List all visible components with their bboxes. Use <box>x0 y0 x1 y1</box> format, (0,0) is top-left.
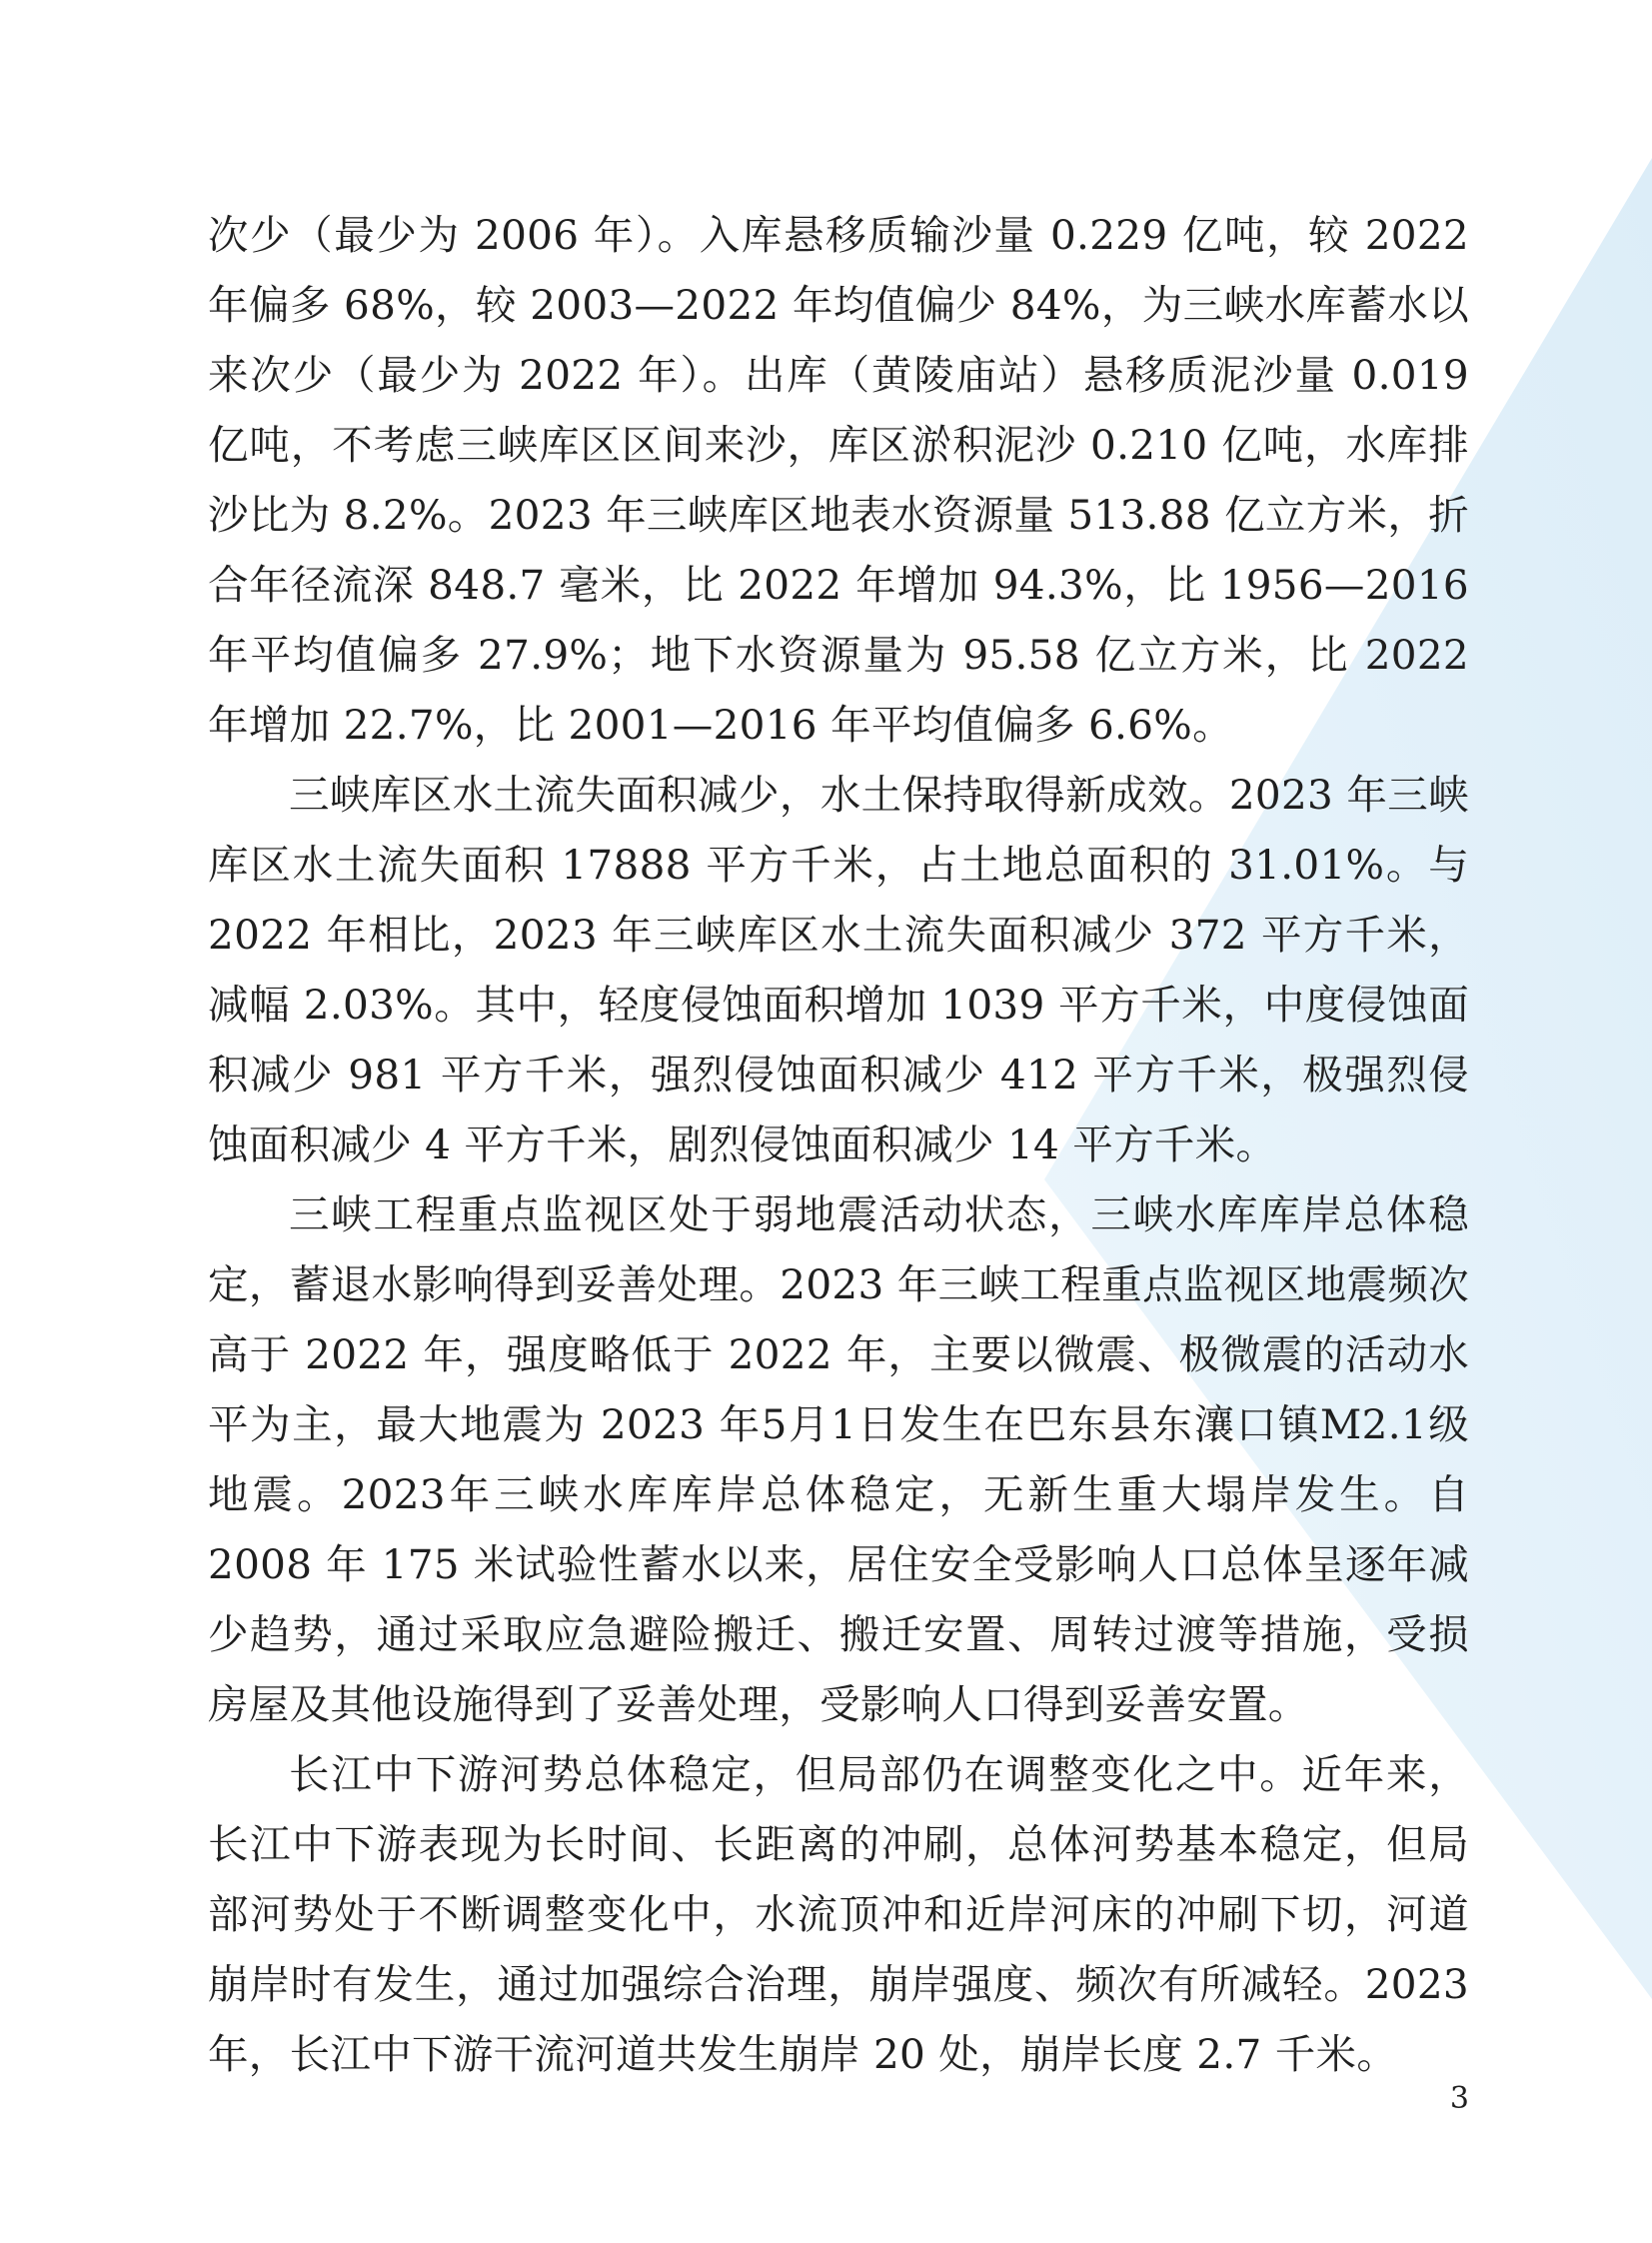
paragraph-soil-erosion: 三峡库区水土流失面积减少，水土保持取得新成效。2023 年三峡库区水土流失面积 17888 平方千米，占土地总面积的 31.01%。与 2022 年相比，2023 年三峡库区水土流失面积减少 372 平方千米，减幅 2.03%。其中，轻度侵蚀面积增加 1039 平方千米，中度侵蚀面积减少 981 平方千米，强烈侵蚀面积减少 412 平方千米，极强烈侵蚀面积减少 4 平方千米，剧烈侵蚀面积减少 14 平方千米。 <box>208 771 1469 1168</box>
paragraph-seismic: 三峡工程重点监视区处于弱地震活动状态，三峡水库库岸总体稳定，蓄退水影响得到妥善处理。2023 年三峡工程重点监视区地震频次高于 2022 年，强度略低于 2022 年，主要以微震、极微震的活动水平为主，最大地震为 2023 年5月1日发生在巴东县东瀼口镇M2.1级地震。2023年三峡水库库岸总体稳定，无新生重大塌岸发生。自 2008 年 175 米试验性蓄水以来，居住安全受影响人口总体呈逐年减少趋势，通过采取应急避险搬迁、搬迁安置、周转过渡等措施，受损房屋及其他设施得到了妥善处理，受影响人口得到妥善安置。 <box>208 1190 1469 1728</box>
paragraph-sediment: 次少（最少为 2006 年）。入库悬移质输沙量 0.229 亿吨，较 2022 年偏多 68%，较 2003—2022 年均值偏少 84%，为三峡水库蓄水以来次少（最少为 2022 年）。出库（黄陵庙站）悬移质泥沙量 0.019 亿吨，不考虑三峡库区区间来沙，库区淤积泥沙 0.210 亿吨，水库排沙比为 8.2%。2023 年三峡库区地表水资源量 513.88 亿立方米，折合年径流深 848.7 毫米，比 2022 年增加 94.3%，比 1956—2016 年平均值偏多 27.9%；地下水资源量为 95.58 亿立方米，比 2022 年增加 22.7%，比 2001—2016 年平均值偏多 6.6%。 <box>208 211 1469 749</box>
paragraph-river-regime: 长江中下游河势总体稳定，但局部仍在调整变化之中。近年来，长江中下游表现为长时间、长距离的冲刷，总体河势基本稳定，但局部河势处于不断调整变化中，水流顶冲和近岸河床的冲刷下切，河道崩岸时有发生，通过加强综合治理，崩岸强度、频次有所减轻。2023 年，长江中下游干流河道共发生崩岸 20 处，崩岸长度 2.7 千米。 <box>208 1750 1469 2078</box>
main-text <box>208 200 1469 2089</box>
page-number: 3 <box>1449 2081 1469 2116</box>
